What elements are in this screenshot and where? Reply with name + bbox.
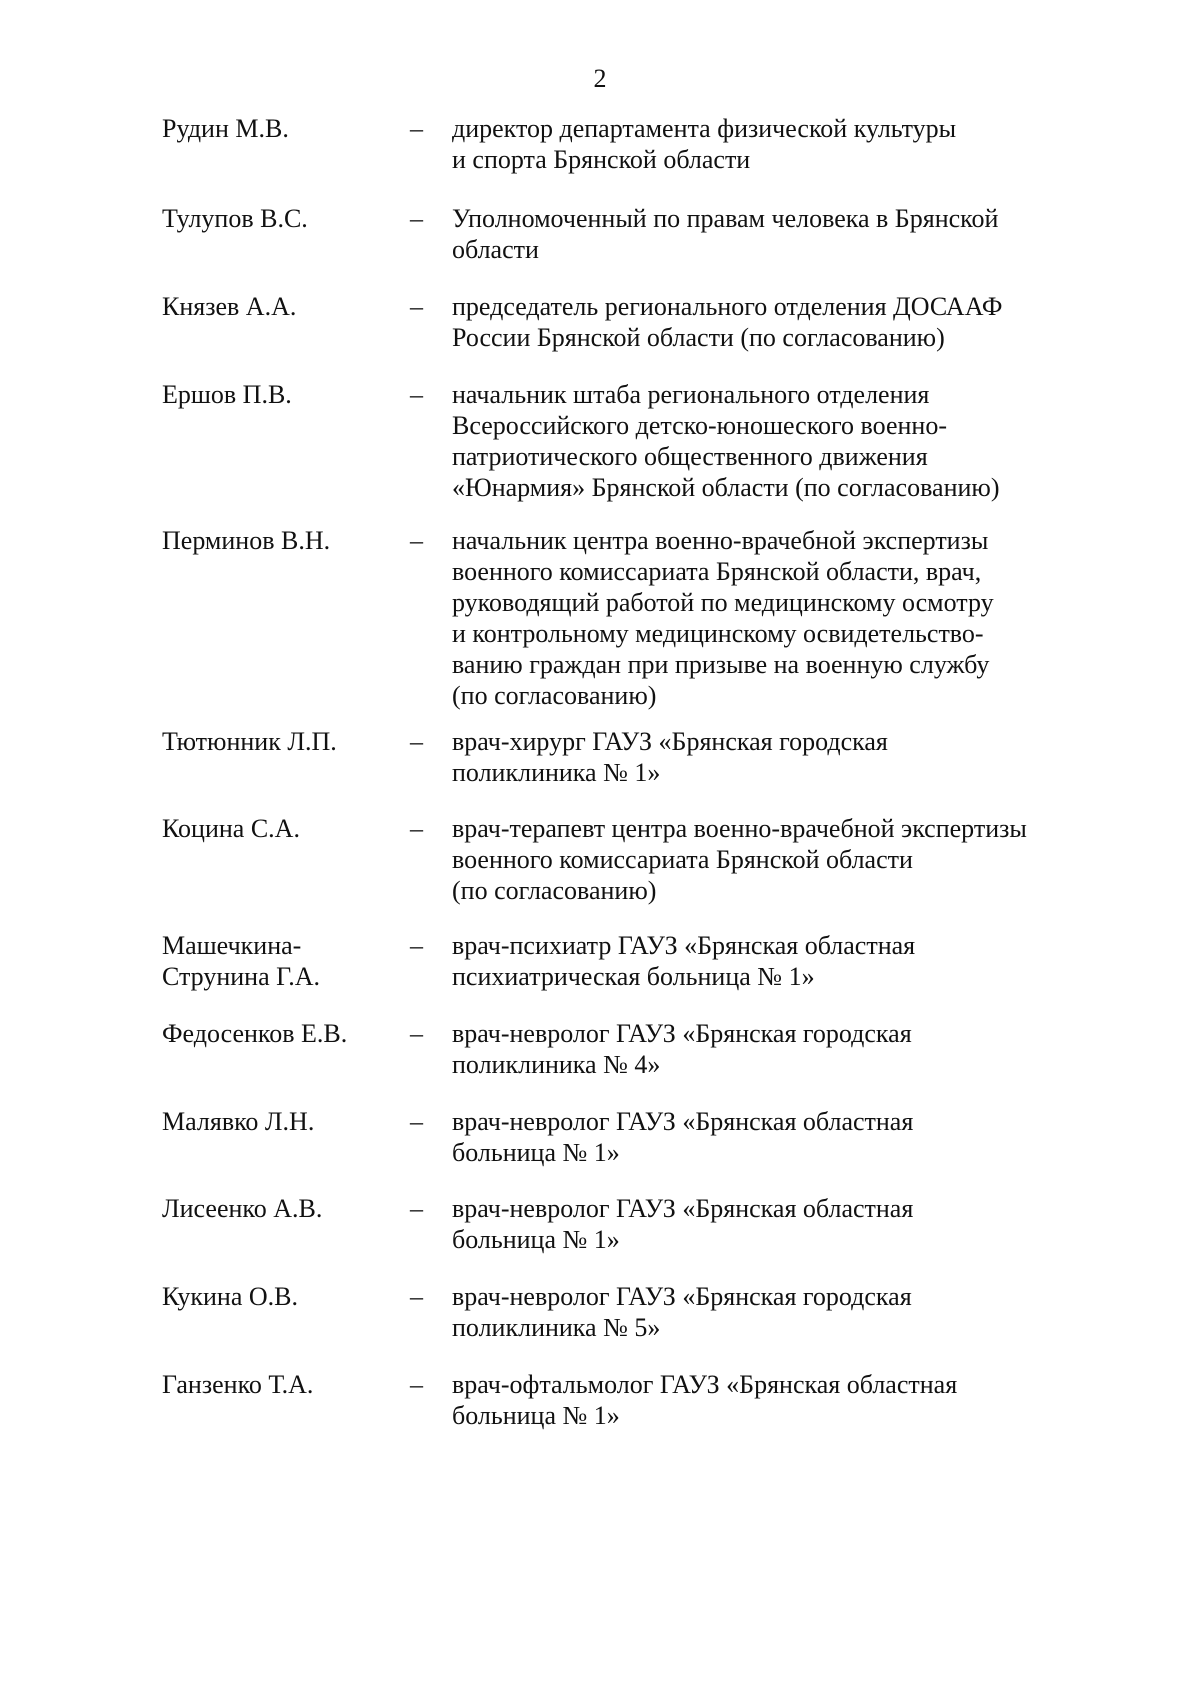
member-position	[452, 1281, 1102, 1343]
member-position-line: военного комиссариата Брянской области, врач,	[452, 557, 982, 586]
member-name	[162, 1193, 392, 1224]
member-name-line: Перминов В.Н.	[162, 526, 331, 555]
member-name-line: Тютюнник Л.П.	[162, 727, 337, 756]
member-position-line: начальник штаба регионального отделения	[452, 380, 930, 409]
member-name	[162, 379, 392, 410]
member-position-line: и контрольному медицинскому освидетельство-	[452, 619, 984, 648]
member-position-line: и спорта Брянской области	[452, 145, 751, 174]
dash-separator: –	[410, 1019, 423, 1048]
member-position-line: больница № 1»	[452, 1138, 620, 1167]
member-position	[452, 525, 1102, 711]
member-position-line: больница № 1»	[452, 1401, 620, 1430]
member-name	[162, 525, 392, 556]
member-position-line: патриотического общественного движения	[452, 442, 928, 471]
member-position-line: психиатрическая больница № 1»	[452, 962, 815, 991]
member-name	[162, 291, 392, 322]
member-position-line: врач-невролог ГАУЗ «Брянская городская	[452, 1282, 912, 1311]
member-position-line: (по согласованию)	[452, 876, 657, 905]
member-name	[162, 930, 392, 992]
member-position-line: директор департамента физической культуры	[452, 114, 957, 143]
member-name	[162, 113, 392, 144]
member-name-line: Малявко Л.Н.	[162, 1107, 315, 1136]
page-number: 2	[593, 64, 607, 93]
dash-separator: –	[410, 292, 423, 321]
member-position-line: врач-невролог ГАУЗ «Брянская областная	[452, 1194, 914, 1223]
member-position-line: поликлиника № 1»	[452, 758, 661, 787]
member-position-line: России Брянской области (по согласованию)	[452, 323, 945, 352]
dash-separator: –	[410, 1282, 423, 1311]
member-name-line: Кукина О.В.	[162, 1282, 299, 1311]
member-position	[452, 291, 1102, 353]
member-position-line: врач-хирург ГАУЗ «Брянская городская	[452, 727, 888, 756]
member-position-line: больница № 1»	[452, 1225, 620, 1254]
member-position	[452, 1369, 1102, 1431]
member-position-line: врач-терапевт центра военно-врачебной экспертизы	[452, 814, 1027, 843]
member-position	[452, 203, 1102, 265]
dash-separator: –	[410, 814, 423, 843]
member-name-line: Струнина Г.А.	[162, 962, 320, 991]
member-name	[162, 726, 392, 757]
member-position-line: (по согласованию)	[452, 681, 657, 710]
dash-separator: –	[410, 204, 423, 233]
member-position-line: врач-психиатр ГАУЗ «Брянская областная	[452, 931, 916, 960]
dash-separator: –	[410, 1194, 423, 1223]
member-position-line: «Юнармия» Брянской области (по согласованию)	[452, 473, 1000, 502]
member-name-line: Федосенков Е.В.	[162, 1019, 348, 1048]
member-name-line: Ганзенко Т.А.	[162, 1370, 314, 1399]
member-position-line: поликлиника № 4»	[452, 1050, 661, 1079]
member-name-line: Лисеенко А.В.	[162, 1194, 323, 1223]
member-position-line: военного комиссариата Брянской области	[452, 845, 913, 874]
member-position-line: ванию граждан при призыве на военную службу	[452, 650, 990, 679]
member-name-line: Тулупов В.С.	[162, 204, 308, 233]
member-position-line: поликлиника № 5»	[452, 1313, 661, 1342]
member-position	[452, 930, 1102, 992]
member-position	[452, 1193, 1102, 1255]
member-name	[162, 203, 392, 234]
member-name	[162, 813, 392, 844]
member-position-line: Всероссийского детско-юношеского военно-	[452, 411, 947, 440]
member-name-line: Ершов П.В.	[162, 380, 292, 409]
dash-separator: –	[410, 526, 423, 555]
member-position	[452, 813, 1102, 906]
member-name	[162, 1281, 392, 1312]
member-position	[452, 113, 1102, 175]
member-position-line: врач-офтальмолог ГАУЗ «Брянская областная	[452, 1370, 958, 1399]
member-name-line: Коцина С.А.	[162, 814, 300, 843]
member-position-line: врач-невролог ГАУЗ «Брянская городская	[452, 1019, 912, 1048]
member-position-line: врач-невролог ГАУЗ «Брянская областная	[452, 1107, 914, 1136]
member-position-line: руководящий работой по медицинскому осмотру	[452, 588, 994, 617]
dash-separator: –	[410, 380, 423, 409]
member-position	[452, 379, 1102, 503]
member-name	[162, 1106, 392, 1137]
member-position-line: области	[452, 235, 539, 264]
dash-separator: –	[410, 114, 423, 143]
dash-separator: –	[410, 1107, 423, 1136]
member-name-line: Князев А.А.	[162, 292, 297, 321]
dash-separator: –	[410, 931, 423, 960]
member-position-line: Уполномоченный по правам человека в Брянской	[452, 204, 999, 233]
member-position	[452, 1018, 1102, 1080]
member-name	[162, 1018, 392, 1049]
member-position-line: начальник центра военно-врачебной экспертизы	[452, 526, 989, 555]
member-name-line: Машечкина-	[162, 931, 302, 960]
member-position	[452, 726, 1102, 788]
dash-separator: –	[410, 1370, 423, 1399]
member-position	[452, 1106, 1102, 1168]
member-position-line: председатель регионального отделения ДОСААФ	[452, 292, 1003, 321]
dash-separator: –	[410, 727, 423, 756]
member-name	[162, 1369, 392, 1400]
member-name-line: Рудин М.В.	[162, 114, 289, 143]
